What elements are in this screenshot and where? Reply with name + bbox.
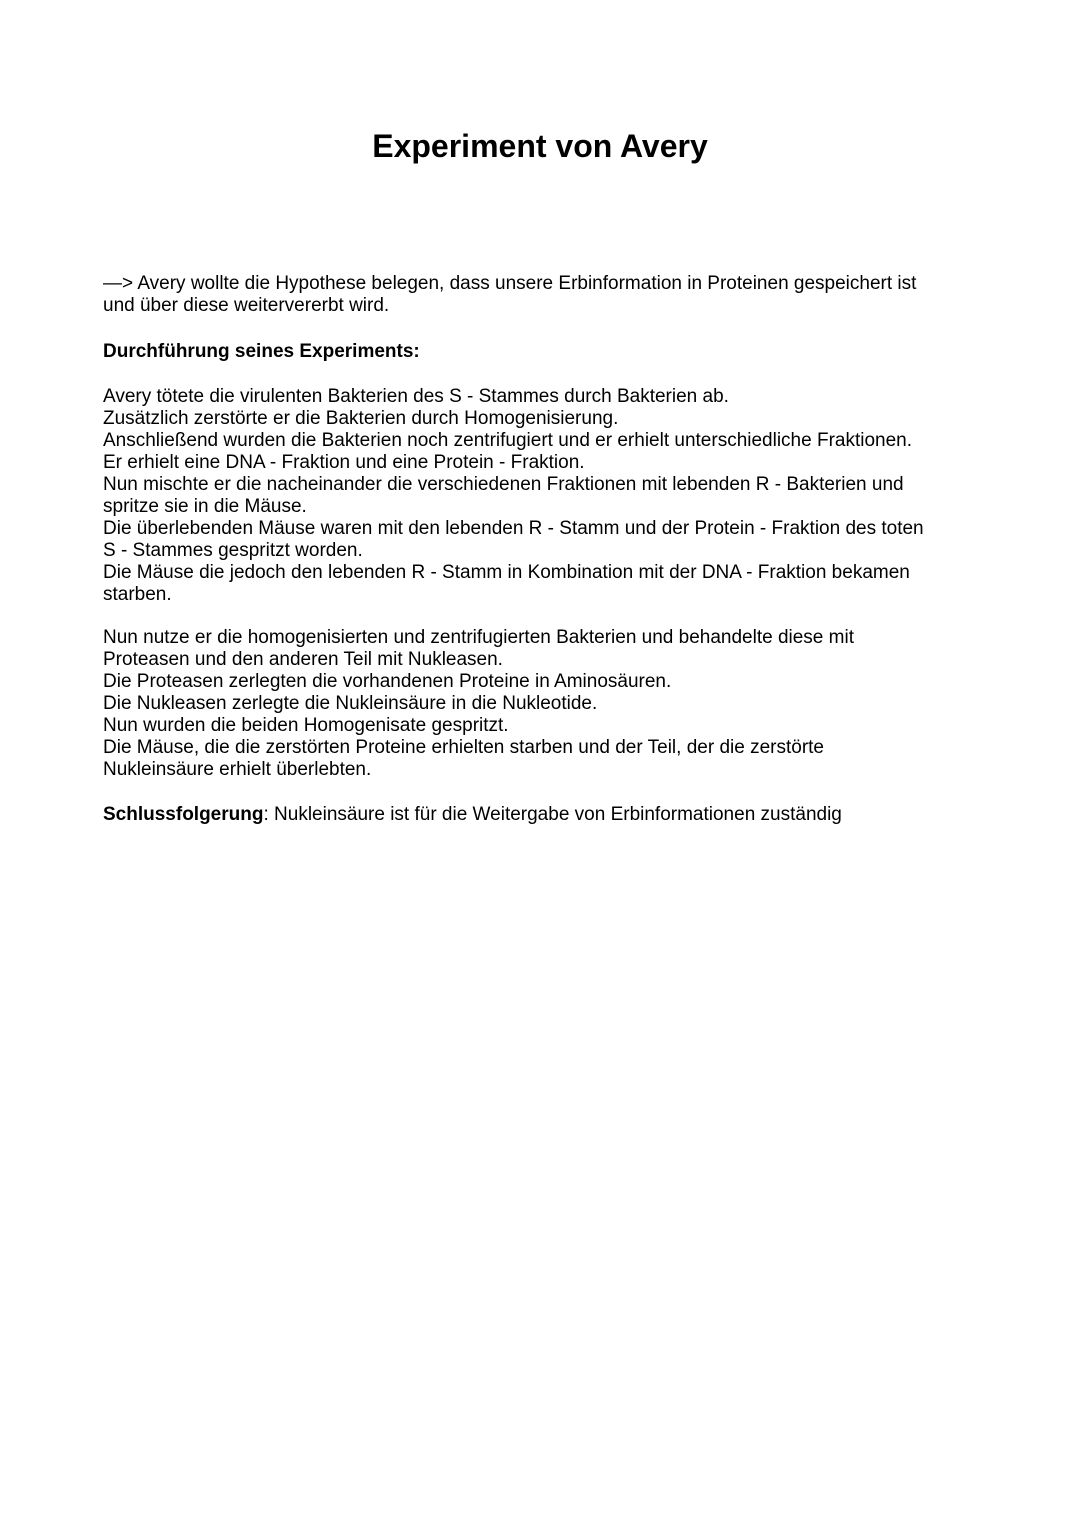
procedure-line: Nukleinsäure erhielt überlebten. bbox=[103, 759, 372, 780]
procedure-heading: Durchführung seines Experiments: bbox=[103, 341, 420, 362]
procedure-line: Die Mäuse, die die zerstörten Proteine erhielten starben und der Teil, der die zerstörte bbox=[103, 737, 824, 758]
procedure-line: Nun mischte er die nacheinander die verschiedenen Fraktionen mit lebenden R - Bakterien und bbox=[103, 474, 904, 495]
intro-line: —> Avery wollte die Hypothese belegen, dass unsere Erbinformation in Proteinen gespeichert ist bbox=[103, 273, 917, 294]
procedure-paragraph-1 bbox=[103, 386, 1003, 606]
conclusion bbox=[103, 804, 1003, 826]
conclusion-text: : Nukleinsäure ist für die Weitergabe von Erbinformationen zuständig bbox=[263, 804, 842, 825]
procedure-line: Er erhielt eine DNA - Fraktion und eine Protein - Fraktion. bbox=[103, 452, 585, 473]
conclusion-label: Schlussfolgerung bbox=[103, 804, 264, 825]
intro-paragraph bbox=[103, 273, 1003, 317]
procedure-line: Die Proteasen zerlegten die vorhandenen Proteine in Aminosäuren. bbox=[103, 671, 672, 692]
procedure-line: Zusätzlich zerstörte er die Bakterien durch Homogenisierung. bbox=[103, 408, 619, 429]
page-title: Experiment von Avery bbox=[372, 128, 708, 164]
procedure-line: S - Stammes gespritzt worden. bbox=[103, 540, 363, 561]
procedure-line: starben. bbox=[103, 584, 172, 605]
procedure-line: Nun wurden die beiden Homogenisate gespritzt. bbox=[103, 715, 509, 736]
procedure-line: Anschließend wurden die Bakterien noch zentrifugiert und er erhielt unterschiedliche Fraktionen. bbox=[103, 430, 913, 451]
procedure-line: Avery tötete die virulenten Bakterien des S - Stammes durch Bakterien ab. bbox=[103, 386, 729, 407]
procedure-line: Die überlebenden Mäuse waren mit den lebenden R - Stamm und der Protein - Fraktion des toten bbox=[103, 518, 924, 539]
document-body bbox=[103, 273, 1003, 826]
procedure-line: Nun nutze er die homogenisierten und zentrifugierten Bakterien und behandelte diese mit bbox=[103, 627, 854, 648]
intro-line: und über diese weitervererbt wird. bbox=[103, 295, 390, 316]
procedure-line: Die Mäuse die jedoch den lebenden R - Stamm in Kombination mit der DNA - Fraktion bekamen bbox=[103, 562, 910, 583]
procedure-paragraph-2 bbox=[103, 627, 1003, 781]
procedure-line: Die Nukleasen zerlegte die Nukleinsäure in die Nukleotide. bbox=[103, 693, 598, 714]
procedure-line: Proteasen und den anderen Teil mit Nukleasen. bbox=[103, 649, 503, 670]
procedure-line: spritze sie in die Mäuse. bbox=[103, 496, 307, 517]
